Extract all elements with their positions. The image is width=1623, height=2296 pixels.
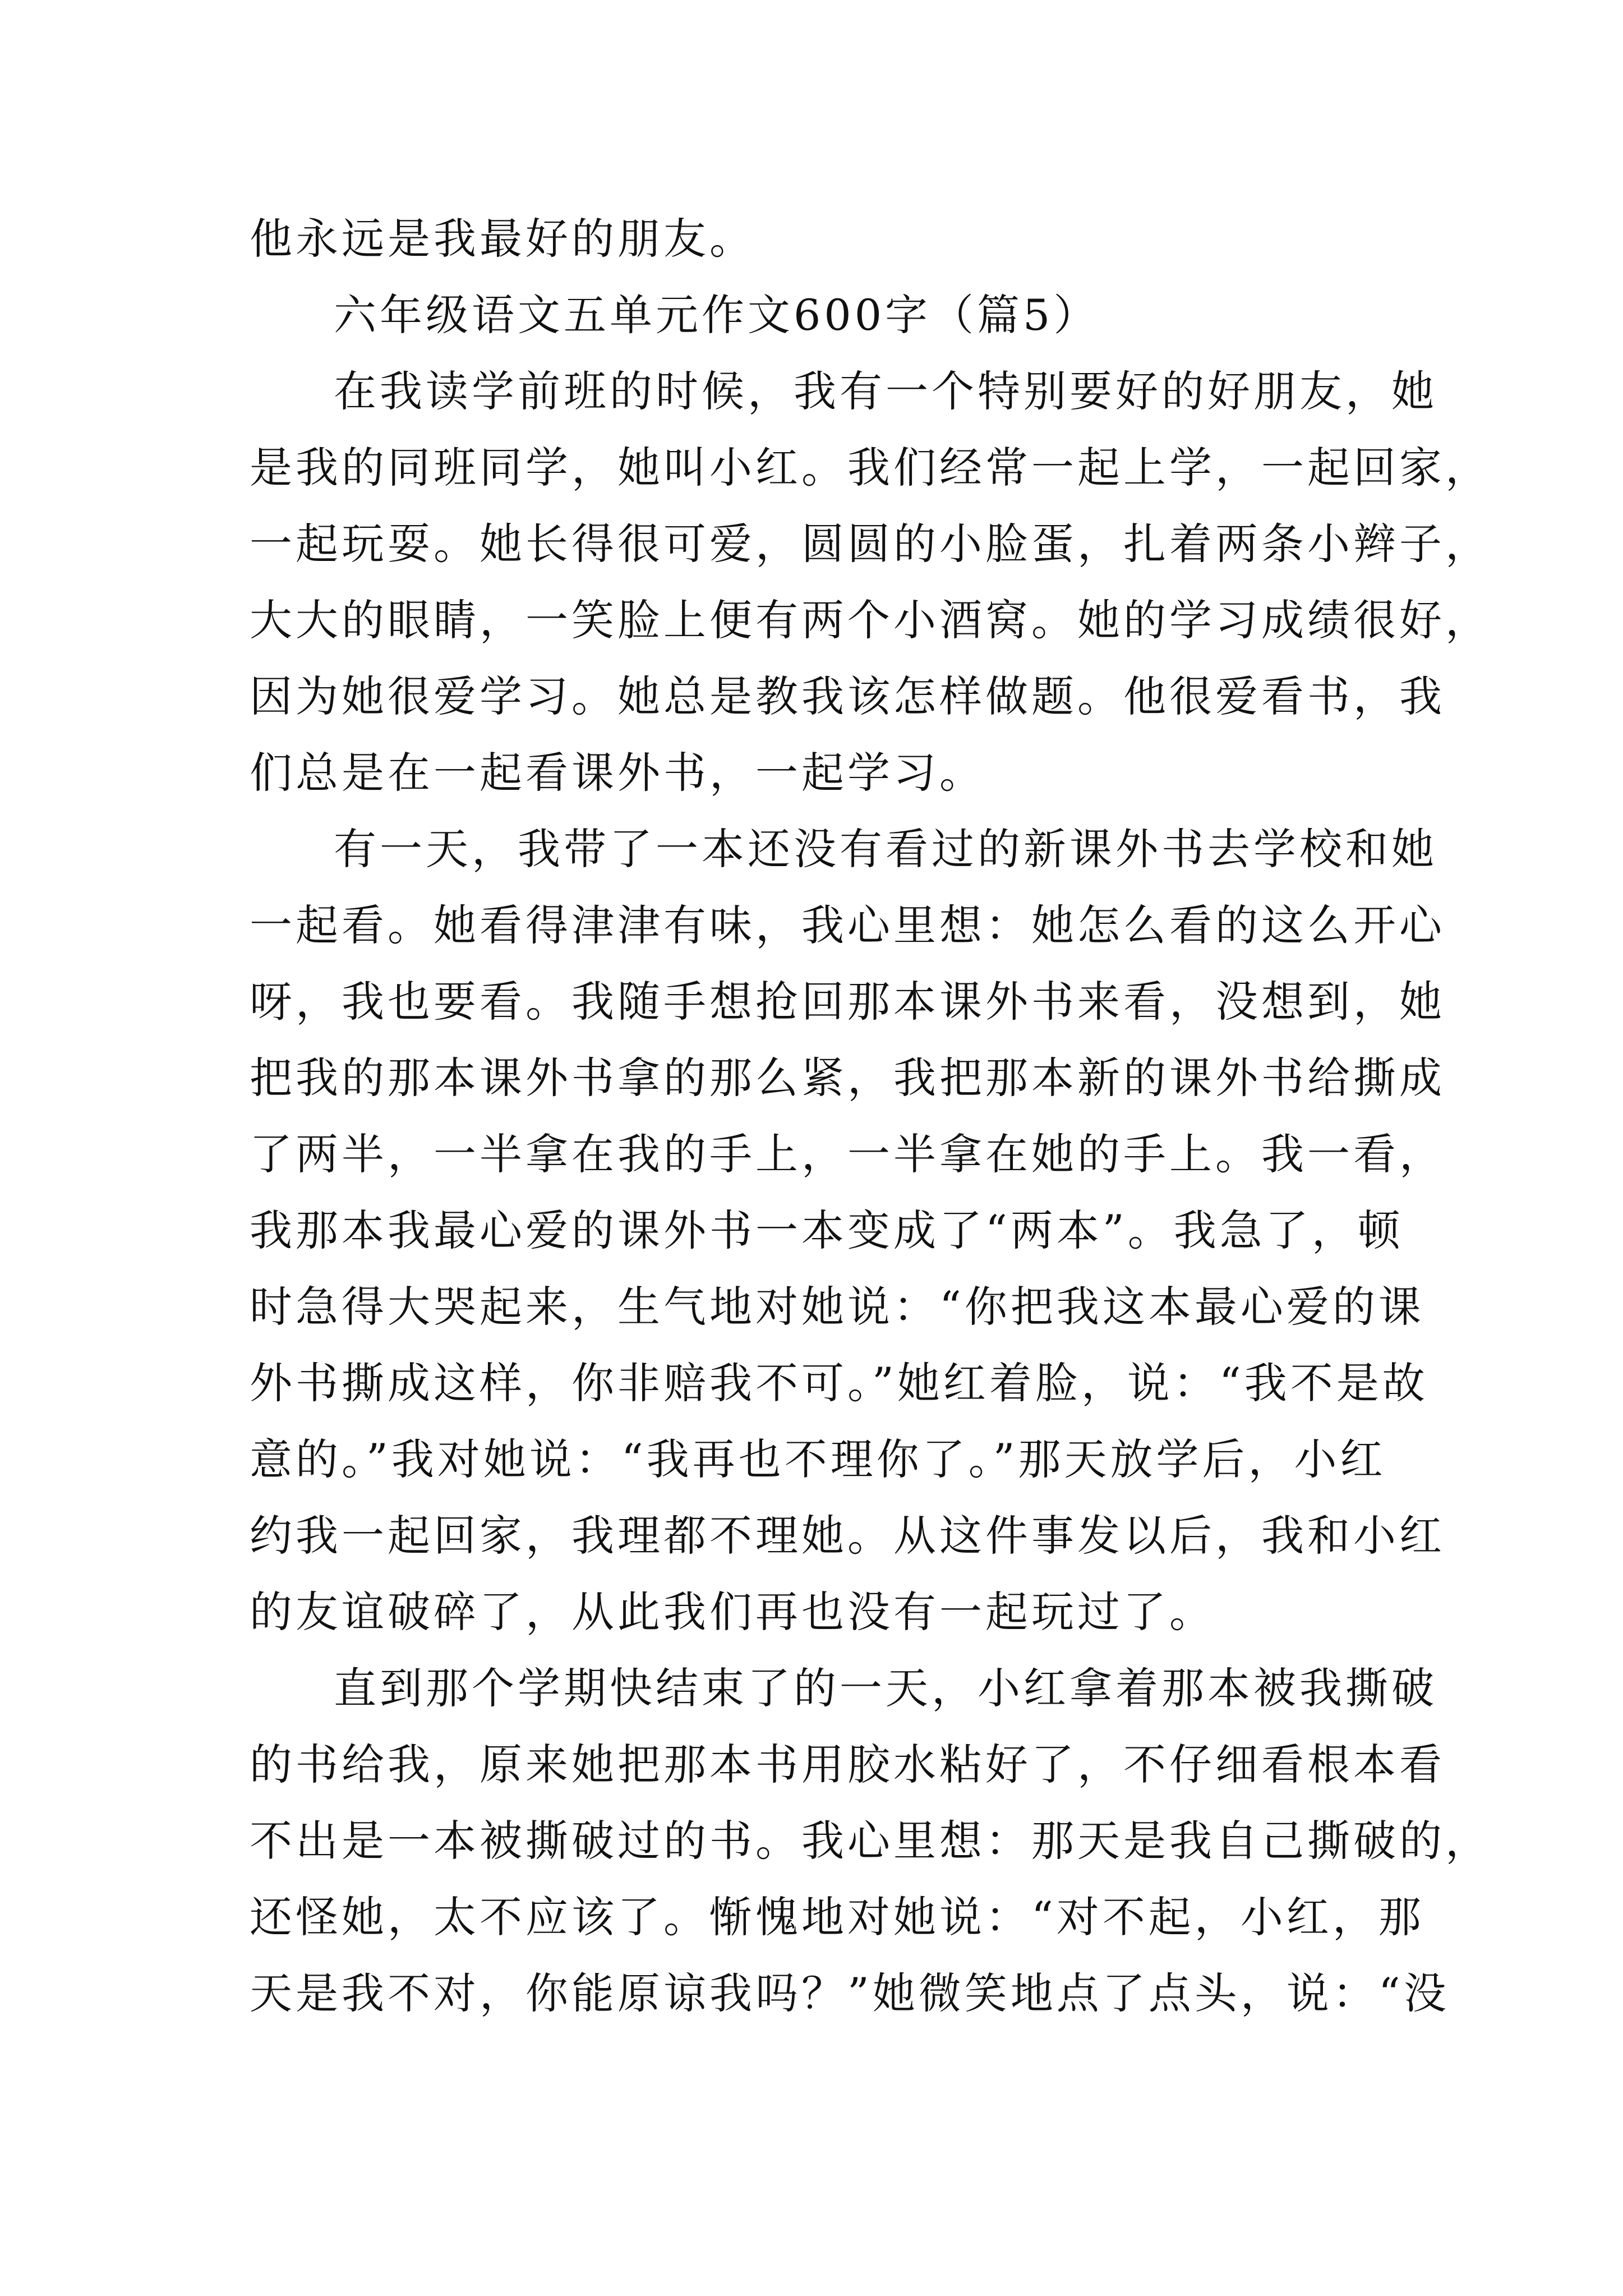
text-line: 天是我不对，你能原谅我吗？”她微笑地点了点头，说：“没	[250, 1968, 1450, 2018]
text-line: 大大的眼睛，一笑脸上便有两个小酒窝。她的学习成绩很好，	[250, 595, 1491, 645]
text-line: 他永远是我最好的朋友。	[250, 214, 755, 264]
text-line: 一起玩耍。她长得很可爱，圆圆的小脸蛋，扎着两条小辫子，	[250, 519, 1491, 569]
section-heading: 六年级语文五单元作文600字（篇5）	[334, 290, 1100, 340]
text-line: 因为她很爱学习。她总是教我该怎样做题。他很爱看书，我	[250, 671, 1445, 721]
text-line: 外书撕成这样，你非赔我不可。”她红着脸，说：“我不是故	[250, 1358, 1428, 1408]
text-line: 的书给我，原来她把那本书用胶水粘好了，不仔细看根本看	[250, 1740, 1445, 1789]
text-line: 是我的同班同学，她叫小红。我们经常一起上学，一起回家，	[250, 443, 1491, 493]
text-line: 一起看。她看得津津有味，我心里想：她怎么看的这么开心	[250, 900, 1445, 950]
document-body	[250, 201, 1491, 2032]
text-line: 呀，我也要看。我随手想抢回那本课外书来看，没想到，她	[250, 977, 1445, 1027]
text-line: 把我的那本课外书拿的那么紧，我把那本新的课外书给撕成	[250, 1053, 1445, 1103]
paragraph-first-line: 有一天，我带了一本还没有看过的新课外书去学校和她	[334, 824, 1437, 874]
text-line: 了两半，一半拿在我的手上，一半拿在她的手上。我一看，	[250, 1129, 1445, 1179]
paragraph-first-line: 在我读学前班的时候，我有一个特别要好的好朋友，她	[334, 366, 1437, 416]
text-line: 们总是在一起看课外书，一起学习。	[250, 748, 985, 798]
text-line: 还怪她，太不应该了。惭愧地对她说：“对不起，小红，那	[250, 1892, 1424, 1942]
text-line: 的友谊破碎了，从此我们再也没有一起玩过了。	[250, 1587, 1215, 1637]
text-line: 不出是一本被撕破过的书。我心里想：那天是我自己撕破的，	[250, 1816, 1491, 1866]
text-line: 约我一起回家，我理都不理她。从这件事发以后，我和小红	[250, 1511, 1445, 1561]
text-line: 意的。”我对她说：“我再也不理你了。”那天放学后，小红	[250, 1434, 1386, 1484]
text-line: 时急得大哭起来，生气地对她说：“你把我这本最心爱的课	[250, 1282, 1424, 1332]
paragraph-first-line: 直到那个学期快结束了的一天，小红拿着那本被我撕破	[334, 1663, 1437, 1713]
text-line: 我那本我最心爱的课外书一本变成了“两本”。我急了，顿	[250, 1205, 1404, 1255]
